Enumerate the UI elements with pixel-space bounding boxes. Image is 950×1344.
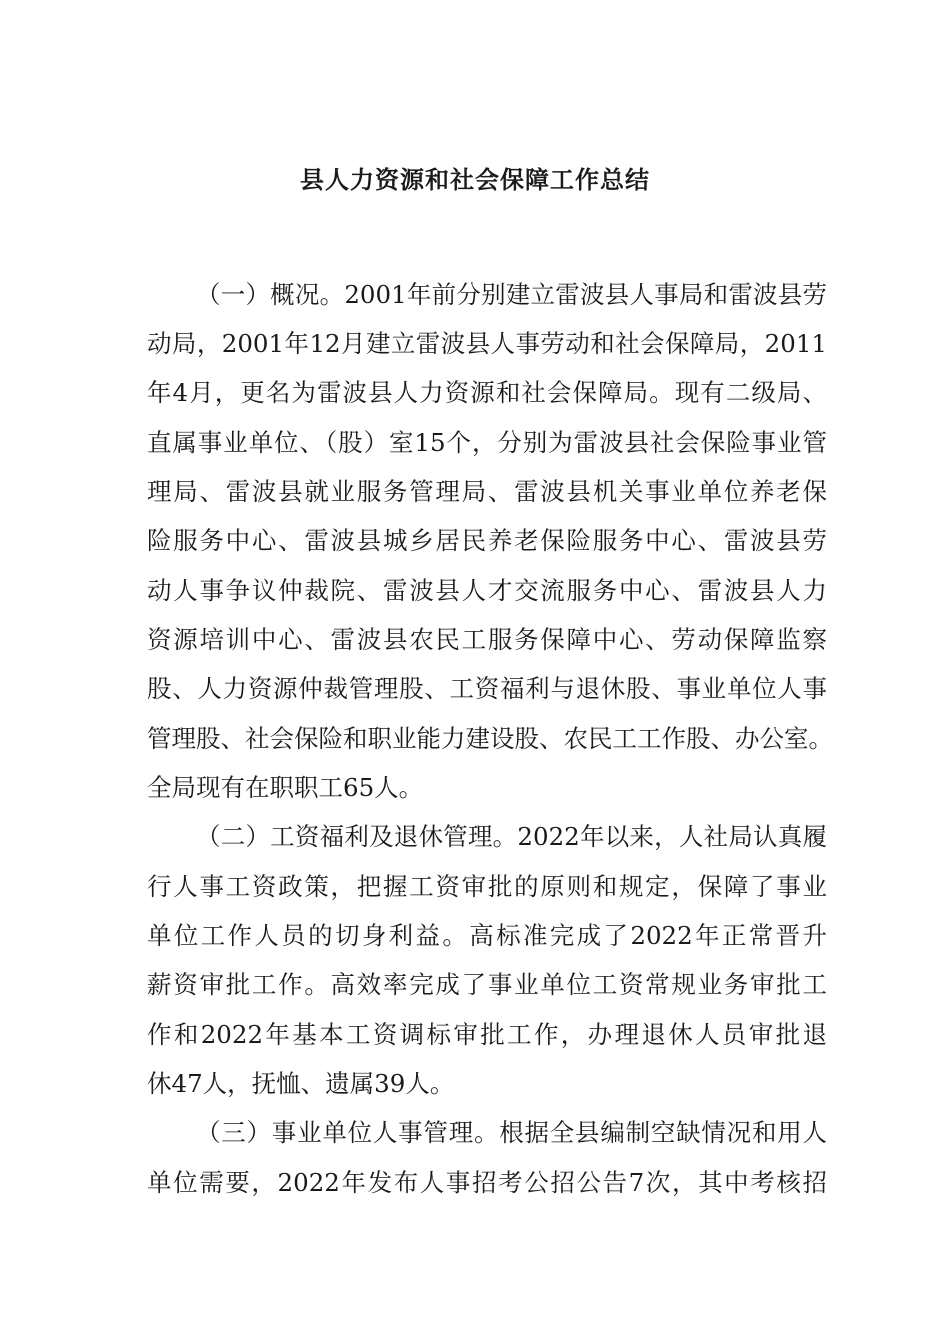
document-title: 县人力资源和社会保障工作总结 (300, 166, 650, 194)
paragraph-line: （一）概况。2001年前分别建立雷波县人事局和雷波县劳 (196, 280, 827, 309)
paragraph-line: 动局，2001年12月建立雷波县人事劳动和社会保障局，2011 (147, 329, 827, 358)
paragraph-line: 薪资审批工作。高效率完成了事业单位工资常规业务审批工 (147, 970, 827, 999)
paragraph-line: 全局现有在职职工65人。 (147, 773, 424, 802)
paragraph-line: （三）事业单位人事管理。根据全县编制空缺情况和用人 (196, 1118, 827, 1147)
paragraph-line: 动人事争议仲裁院、雷波县人才交流服务中心、雷波县人力 (147, 576, 827, 605)
paragraph-line: 股、人力资源仲裁管理股、工资福利与退休股、事业单位人事 (147, 674, 827, 703)
paragraph-line: 直属事业单位、（股）室15个，分别为雷波县社会保险事业管 (147, 428, 827, 457)
paragraph-line: 资源培训中心、雷波县农民工服务保障中心、劳动保障监察 (147, 625, 827, 654)
paragraph-line: 作和2022年基本工资调标审批工作，办理退休人员审批退 (147, 1020, 827, 1049)
paragraph-line: 单位需要，2022年发布人事招考公招公告7次，其中考核招 (147, 1168, 827, 1197)
paragraph-line: 行人事工资政策，把握工资审批的原则和规定，保障了事业 (147, 872, 827, 901)
paragraph-line: 理局、雷波县就业服务管理局、雷波县机关事业单位养老保 (147, 477, 827, 506)
paragraph-line: 管理股、社会保险和职业能力建设股、农民工工作股、办公室。 (147, 724, 833, 753)
paragraph-line: 休47人，抚恤、遗属39人。 (147, 1069, 455, 1098)
paragraph-line: 险服务中心、雷波县城乡居民养老保险服务中心、雷波县劳 (147, 526, 827, 555)
paragraph-line: （二）工资福利及退休管理。2022年以来，人社局认真履 (196, 822, 827, 851)
paragraph-line: 年4月，更名为雷波县人力资源和社会保障局。现有二级局、 (147, 378, 827, 407)
paragraph-line: 单位工作人员的切身利益。高标准完成了2022年正常晋升 (147, 921, 827, 950)
